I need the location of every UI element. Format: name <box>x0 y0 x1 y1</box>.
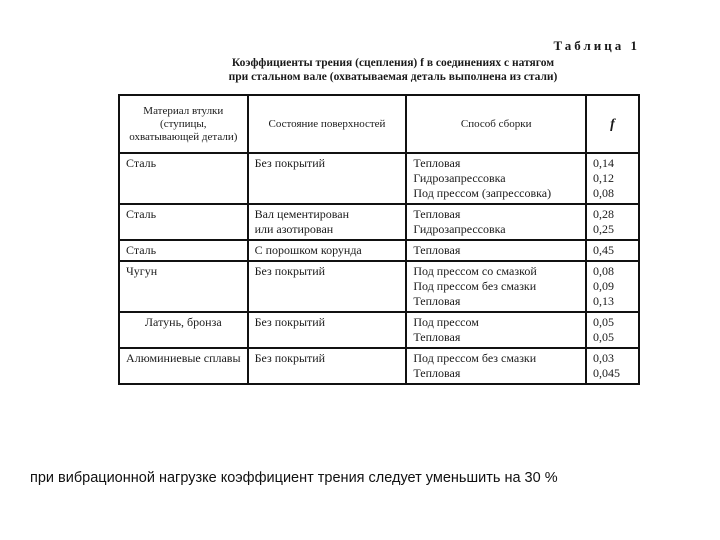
cell-material: Чугун <box>119 261 248 312</box>
cell-surface-line: С порошком корунда <box>254 243 362 257</box>
cell-f-line: 0,08 <box>592 186 614 200</box>
table-title <box>158 56 628 84</box>
cell-method <box>406 348 586 384</box>
scanned-table-image <box>118 38 640 428</box>
header-material: Материал втулки (ступицы, охватывающей детали) <box>119 95 248 153</box>
cell-f <box>586 312 639 348</box>
table-row <box>119 240 639 261</box>
table-title-line-2: при стальном вале (охватываемая деталь выполнена из стали) <box>228 71 558 83</box>
cell-f-line: 0,09 <box>592 279 614 293</box>
cell-method-line: Тепловая <box>413 330 461 344</box>
cell-f-line: 0,13 <box>592 294 614 308</box>
table-number: Таблица 1 <box>553 38 640 53</box>
cell-f-line: 0,14 <box>592 156 614 170</box>
header-f: f <box>586 95 639 153</box>
cell-f-line: 0,045 <box>592 366 620 380</box>
cell-f <box>586 204 639 240</box>
cell-method <box>406 261 586 312</box>
cell-f-line: 0,45 <box>592 243 614 257</box>
cell-method-line: Под прессом без смазки <box>413 279 537 293</box>
vibration-note: при вибрационной нагрузке коэффициент трения следует уменьшить на 30 % <box>30 470 558 486</box>
cell-surface-line: Без покрытий <box>254 351 326 365</box>
cell-method <box>406 204 586 240</box>
table-title-line-1: Коэффициенты трения (сцепления) f в соединениях с натягом <box>231 57 555 69</box>
table-header-row <box>119 95 639 153</box>
cell-method-line: Под прессом со смазкой <box>413 264 537 278</box>
cell-f <box>586 153 639 204</box>
cell-f-line: 0,05 <box>592 315 614 329</box>
cell-method-line: Под прессом без смазки <box>413 351 537 365</box>
cell-surface <box>248 153 407 204</box>
cell-f-line: 0,08 <box>592 264 614 278</box>
cell-surface-line: Вал цементирован <box>254 207 350 221</box>
cell-material: Сталь <box>119 240 248 261</box>
cell-method-line: Тепловая <box>413 207 461 221</box>
header-surface: Состояние поверхностей <box>248 95 407 153</box>
cell-method-line: Под прессом (запрессовка) <box>413 186 552 200</box>
cell-f-line: 0,03 <box>592 351 614 365</box>
table-row <box>119 348 639 384</box>
friction-table <box>118 94 640 385</box>
cell-method <box>406 240 586 261</box>
cell-method-line: Тепловая <box>413 156 461 170</box>
cell-surface-line: или азотирован <box>254 222 334 236</box>
cell-method-line: Гидрозапрессовка <box>413 222 506 236</box>
cell-f-line: 0,12 <box>592 171 614 185</box>
cell-f <box>586 348 639 384</box>
cell-surface <box>248 240 407 261</box>
cell-material: Сталь <box>119 204 248 240</box>
cell-f-line: 0,05 <box>592 330 614 344</box>
cell-f <box>586 240 639 261</box>
cell-f <box>586 261 639 312</box>
cell-method-line: Тепловая <box>413 366 461 380</box>
cell-method <box>406 153 586 204</box>
cell-material: Алюминиевые сплавы <box>119 348 248 384</box>
cell-surface <box>248 261 407 312</box>
cell-method-line: Тепловая <box>413 243 461 257</box>
table-row <box>119 153 639 204</box>
cell-method <box>406 312 586 348</box>
header-method: Способ сборки <box>406 95 586 153</box>
cell-surface-line: Без покрытий <box>254 315 326 329</box>
cell-method-line: Гидрозапрессовка <box>413 171 506 185</box>
cell-surface <box>248 204 407 240</box>
cell-surface-line: Без покрытий <box>254 156 326 170</box>
cell-method-line: Под прессом <box>413 315 479 329</box>
cell-surface <box>248 312 407 348</box>
cell-f-line: 0,25 <box>592 222 614 236</box>
table-row <box>119 261 639 312</box>
table-row <box>119 204 639 240</box>
cell-method-line: Тепловая <box>413 294 461 308</box>
cell-f-line: 0,28 <box>592 207 614 221</box>
cell-material: Латунь, бронза <box>119 312 248 348</box>
cell-surface-line: Без покрытий <box>254 264 326 278</box>
table-row <box>119 312 639 348</box>
cell-material: Сталь <box>119 153 248 204</box>
table-body <box>119 153 639 384</box>
cell-surface <box>248 348 407 384</box>
